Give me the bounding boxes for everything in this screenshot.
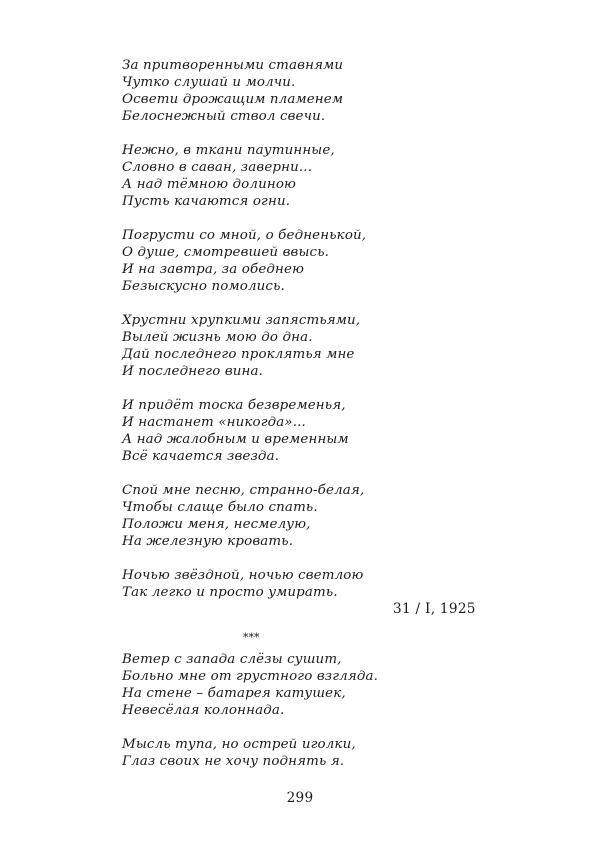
- poem-line: И придёт тоска безвременья,: [122, 398, 346, 413]
- stanza: [122, 567, 502, 601]
- poem-line: И на завтра, за обеднею: [122, 262, 305, 277]
- stanza: [122, 312, 502, 380]
- poem-line: А над жалобным и временным: [122, 432, 349, 447]
- poem-line: Безыскусно помолись.: [122, 279, 285, 294]
- poem-line: На железную кровать.: [122, 534, 294, 549]
- poem-line: Мысль тупа, но острей иголки,: [122, 737, 356, 752]
- stanza: [122, 736, 502, 770]
- page-number: 299: [286, 790, 314, 806]
- poem-line: Белоснежный ствол свечи.: [122, 109, 326, 124]
- poem-line: Глаз своих не хочу поднять я.: [122, 754, 345, 769]
- poem-line: За притворенными ставнями: [122, 58, 344, 73]
- poem-line: А над тёмною долиною: [122, 177, 296, 192]
- poem-line: Спой мне песню, странно-белая,: [122, 483, 365, 498]
- poem-first: [122, 57, 502, 618]
- stanza: [122, 227, 502, 295]
- stanza: [122, 57, 502, 125]
- poem-line: И последнего вина.: [122, 364, 264, 379]
- poem-second: [122, 631, 502, 787]
- poem-line: Чтобы слаще было спать.: [122, 500, 318, 515]
- poem-line: Всё качается звезда.: [122, 449, 280, 464]
- poem-line: Дай последнего проклятья мне: [122, 347, 355, 362]
- poem-line: Погрусти со мной, о бедненькой,: [122, 228, 367, 243]
- poem-line: Положи меня, несмелую,: [122, 517, 311, 532]
- poem-date: 31 / I, 1925: [393, 601, 476, 617]
- poem-line: Невесёлая колоннада.: [122, 703, 285, 718]
- poem-line: Хрустни хрупкими запястьями,: [122, 313, 361, 328]
- stanza: [122, 142, 502, 210]
- stanza: [122, 397, 502, 465]
- poem-line: Ночью звёздной, ночью светлою: [122, 568, 364, 583]
- poem-line: Больно мне от грустного взгляда.: [122, 669, 379, 684]
- poem-line: Ветер с запада слёзы сушит,: [122, 652, 342, 667]
- poem-line: Освети дрожащим пламенем: [122, 92, 344, 107]
- stanza: [122, 651, 502, 719]
- stanza: [122, 482, 502, 550]
- poem-line: На стене – батарея катушек,: [122, 686, 346, 701]
- poem-line: Нежно, в ткани паутинные,: [122, 143, 335, 158]
- poem-line: Вылей жизнь мою до дна.: [122, 330, 313, 345]
- poem-separator: ***: [243, 631, 260, 644]
- poem-line: О душе, смотревшей ввысь.: [122, 245, 330, 260]
- poem-line: И настанет «никогда»...: [122, 415, 306, 430]
- poem-line: Чутко слушай и молчи.: [122, 75, 296, 90]
- poem-line: Словно в саван, заверни...: [122, 160, 313, 175]
- poem-line: Так легко и просто умирать.: [122, 585, 338, 600]
- poem-line: Пусть качаются огни.: [122, 194, 291, 209]
